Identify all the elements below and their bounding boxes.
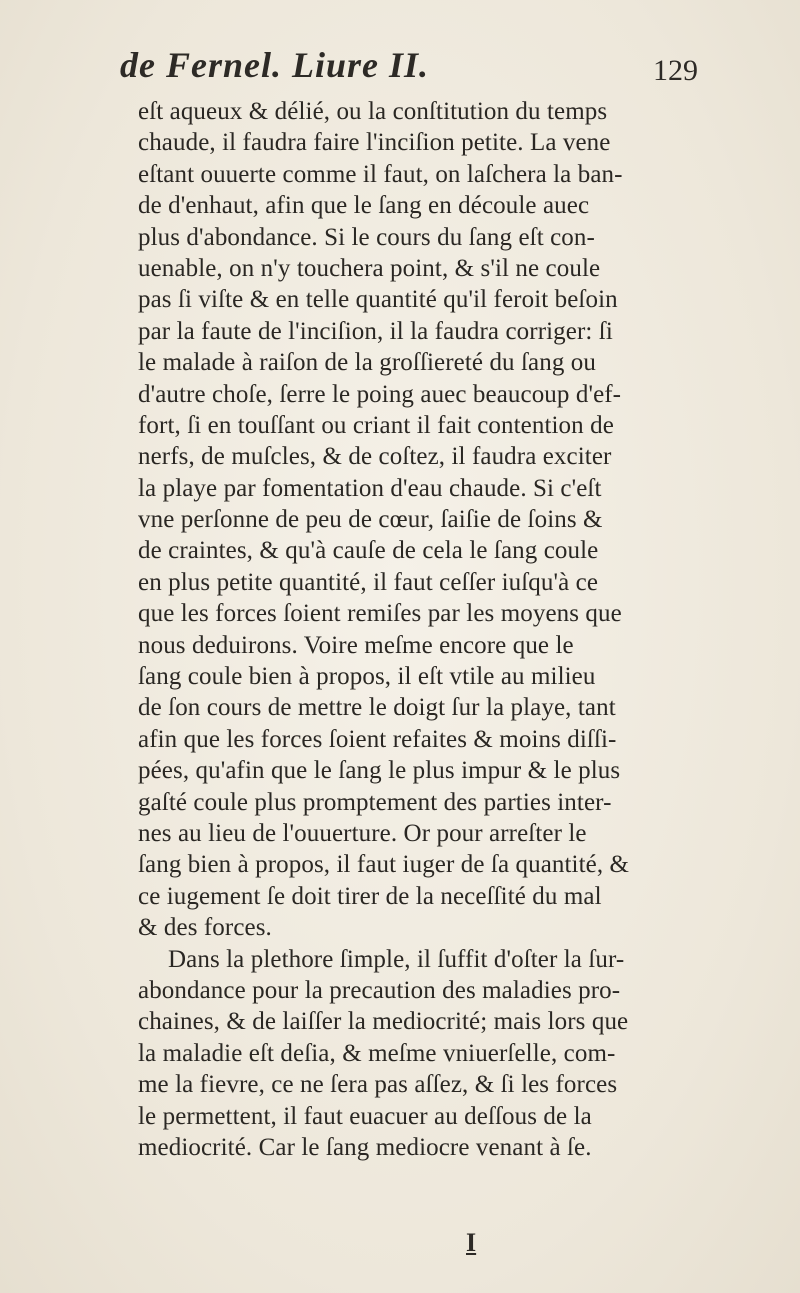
text-line: uenable, on n'y touchera point, & s'il ne coule — [138, 254, 601, 282]
text-line: eſt aqueux & délié, ou la conſtitution du temps — [138, 98, 608, 125]
text-line: pas ſi viſte & en telle quantité qu'il feroit beſoin — [138, 286, 618, 314]
text-line: la playe par fomentation d'eau chaude. Si c'eſt — [138, 474, 602, 502]
text-line: de craintes, & qu'à cauſe de cela le ſang coule — [138, 537, 599, 565]
text-line: pées, qu'afin que le ſang le plus impur & le plus — [138, 757, 621, 785]
text-line: nes au lieu de l'ouuerture. Or pour arreſter le — [138, 819, 587, 847]
text-line: chaines, & de laiſſer la mediocrité; mais lors que — [138, 1008, 629, 1036]
text-line: le malade à raiſon de la groſſiereté du ſang ou — [138, 349, 596, 377]
running-head: de Fernel. Liure II. — [120, 45, 430, 85]
text-line: le permettent, il faut euacuer au deſſous de la — [138, 1102, 592, 1130]
text-line: par la faute de l'inciſion, il la faudra corriger: ſi — [138, 317, 613, 345]
text-line: d'autre choſe, ſerre le poing auec beaucoup d'ef- — [138, 380, 622, 408]
body-text — [138, 96, 708, 1163]
text-line: fort, ſi en touſſant ou criant il fait contention de — [138, 411, 614, 439]
text-line: eſtant ouuerte comme il faut, on laſchera la ban- — [138, 160, 623, 188]
text-line: afin que les forces ſoient refaites & moins diſſi- — [138, 725, 617, 753]
text-line: & des forces. — [138, 914, 272, 942]
page-header — [120, 44, 700, 100]
text-line: plus d'abondance. Si le cours du ſang eſt con- — [138, 223, 595, 251]
text-line: de ſon cours de mettre le doigt ſur la playe, tant — [138, 694, 616, 722]
text-line: me la fievre, ce ne ſera pas aſſez, & ſi les forces — [138, 1071, 618, 1099]
text-line: la maladie eſt deſia, & meſme vniuerſelle, com- — [138, 1039, 616, 1067]
text-line: gaſté coule plus promptement des parties inter- — [138, 788, 612, 816]
text-line: vne perſonne de peu de cœur, ſaiſie de ſoins & — [138, 506, 603, 534]
text-line: de d'enhaut, afin que le ſang en découle auec — [138, 192, 590, 220]
text-line: nerfs, de muſcles, & de coſtez, il faudra exciter — [138, 443, 612, 471]
text-line: ſang bien à propos, il faut iuger de ſa quantité, & — [138, 851, 630, 879]
text-line: ſang coule bien à propos, il eſt vtile au milieu — [138, 663, 596, 691]
text-line: ce iugement ſe doit tirer de la neceſſité du mal — [138, 882, 602, 910]
text-line: abondance pour la precaution des maladies pro- — [138, 976, 621, 1004]
signature-mark: I — [466, 1228, 477, 1257]
page-number: 129 — [653, 54, 698, 87]
text-line: que les forces ſoient remiſes par les moyens que — [138, 600, 622, 628]
text-line: en plus petite quantité, il faut ceſſer iuſqu'à ce — [138, 568, 599, 596]
text-line: chaude, il faudra faire l'inciſion petite. La vene — [138, 129, 611, 157]
text-line: nous deduirons. Voire meſme encore que le — [138, 631, 574, 659]
text-line: mediocrité. Car le ſang mediocre venant à ſe. — [138, 1133, 592, 1161]
paragraph-start-line: Dans la plethore ſimple, il ſuffit d'oſter la ſur- — [168, 945, 625, 973]
